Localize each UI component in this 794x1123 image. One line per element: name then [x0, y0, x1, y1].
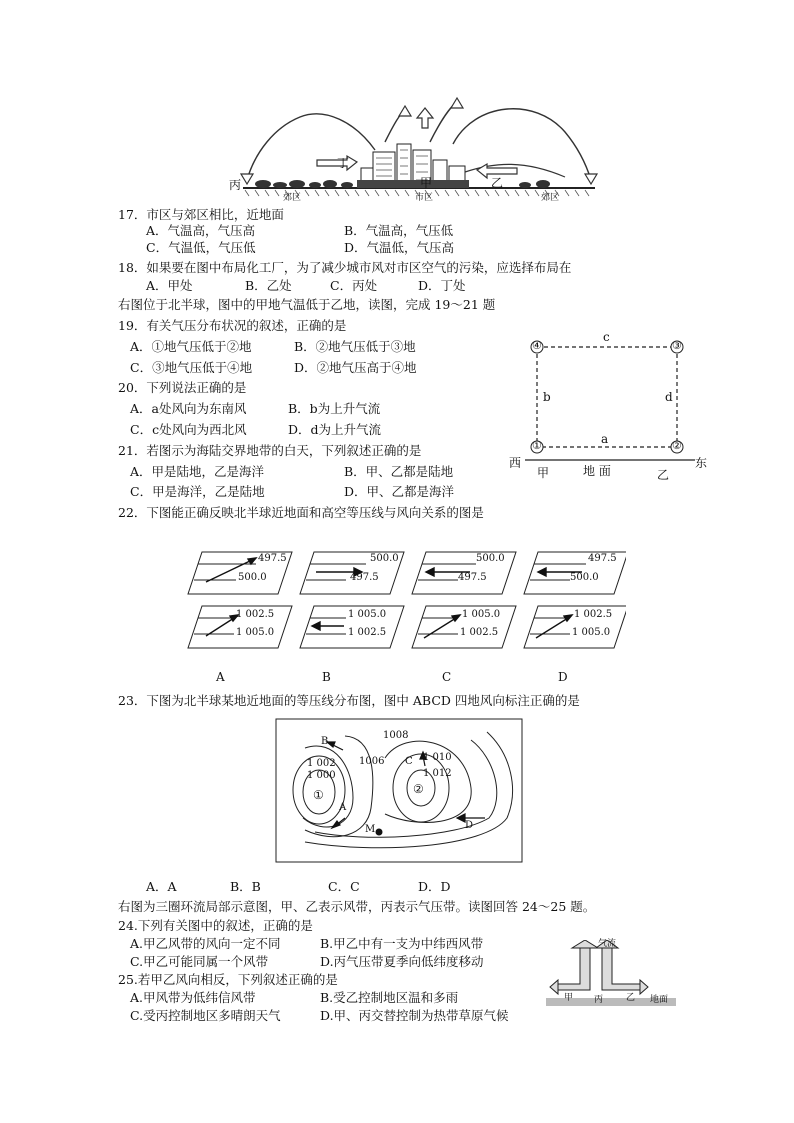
q24-option-b: B.甲乙中有一支为中纬西风带	[320, 936, 484, 951]
label-bing: 丙	[229, 178, 242, 192]
q19-option-d: D．②地气压高于④地	[294, 360, 417, 375]
q20-option-a: A．a处风向为东南风	[130, 401, 247, 416]
panel-c-top-hi: 500.0	[476, 553, 505, 564]
label-airflow: 气流	[598, 939, 617, 949]
q18-option-c: C．丙处	[330, 278, 378, 293]
q21-option-c: C．甲是海洋，乙是陆地	[130, 484, 265, 499]
isobar-map-figure	[275, 718, 523, 863]
q24-option-d: D.丙气压带夏季向低纬度移动	[320, 954, 484, 969]
q22-stem: 22．下图能正确反映北半球近地面和高空等压线与风向关系的图是	[118, 505, 484, 520]
q19-option-b: B．②地气压低于③地	[294, 339, 416, 354]
q20-option-d: D．d为上升气流	[288, 422, 382, 437]
label-ground: 地 面	[583, 464, 611, 478]
q19-option-a: A．①地气压低于②地	[130, 339, 252, 354]
q19-option-c: C．③地气压低于④地	[130, 360, 253, 375]
urban-circulation-diagram	[225, 92, 605, 204]
q24-option-a: A.甲乙风带的风向一定不同	[130, 936, 281, 951]
q21-option-d: D．甲、乙都是海洋	[344, 484, 455, 499]
label-east: 东	[695, 456, 708, 470]
label-yi: 乙	[491, 176, 504, 190]
label-b: b	[543, 390, 551, 404]
q23-option-d: D．D	[418, 879, 451, 894]
label-ground: 地面	[650, 995, 669, 1005]
panel-a-bot-lo: 1 005.0	[236, 627, 275, 638]
panel-a-top-hi: 497.5	[258, 553, 287, 564]
q20-option-c: C．c处风向为西北风	[130, 422, 247, 437]
q23-option-b: B．B	[230, 879, 261, 894]
panel-b-letter: B	[322, 670, 331, 684]
q24-option-c: C.甲乙可能同属一个风带	[130, 954, 269, 969]
panel-c-top-lo: 497.5	[458, 572, 487, 583]
isobar-1008: 1008	[383, 730, 409, 741]
isobar-1006: 1006	[359, 756, 385, 767]
label-c: c	[603, 330, 610, 344]
point-2: ②	[672, 439, 682, 452]
q18-option-d: D．丁处	[418, 278, 466, 293]
q23-option-c: C．C	[328, 879, 360, 894]
label-d: d	[665, 390, 673, 404]
panel-b-bot-hi: 1 005.0	[348, 609, 387, 620]
panel-b-top-lo: 497.5	[350, 572, 379, 583]
panel-c-letter: C	[442, 670, 452, 684]
q18-stem: 18．如果要在图中布局化工厂，为了减少城市风对市区空气的污染，应选择布局在	[118, 260, 572, 275]
panel-d-bot-lo: 1 005.0	[572, 627, 611, 638]
label-jia: 甲	[537, 466, 550, 480]
thermal-circulation-diagram	[505, 330, 715, 480]
thermal-circulation-figure	[505, 330, 715, 480]
q17-option-d: D．气温低，气压高	[344, 240, 455, 255]
point-b: B	[321, 736, 329, 747]
center-2: ②	[413, 782, 424, 796]
three-cell-figure	[544, 940, 680, 1010]
panel-b-top-hi: 500.0	[370, 553, 399, 564]
intro-19-21: 右图位于北半球，图中的甲地气温低于乙地，读图，完成 19～21 题	[118, 297, 496, 312]
label-jia: 甲	[420, 176, 433, 190]
panel-d-letter: D	[558, 670, 568, 684]
q23-stem: 23．下图为北半球某地近地面的等压线分布图，图中 ABCD 四地风向标注正确的是	[118, 693, 580, 708]
panel-c-bot-hi: 1 005.0	[462, 609, 501, 620]
q25-option-b: B.受乙控制地区温和多雨	[320, 990, 459, 1005]
q18-option-a: A．甲处	[146, 278, 193, 293]
panel-d-top-hi: 497.5	[588, 553, 617, 564]
q17-option-b: B．气温高，气压低	[344, 223, 454, 238]
label-ding: 丁	[337, 156, 350, 170]
q17-stem: 17．市区与郊区相比，近地面	[118, 207, 284, 222]
panel-d-bot-hi: 1 002.5	[574, 609, 613, 620]
q24-stem: 24.下列有关图中的叙述，正确的是	[118, 918, 313, 933]
label-suburb-right: 郊区	[541, 193, 560, 203]
isobar-panels-figure	[186, 548, 626, 688]
point-m: M	[365, 824, 376, 835]
panel-d-top-lo: 500.0	[570, 572, 599, 583]
point-c: C	[405, 756, 413, 767]
label-yi: 乙	[657, 468, 670, 482]
isobar-1002: 1 002	[307, 758, 336, 769]
isobar-1010: 1 010	[423, 752, 452, 763]
point-d: D	[465, 820, 474, 831]
q21-option-b: B．甲、乙都是陆地	[344, 464, 454, 479]
point-3: ③	[672, 339, 682, 352]
label-west: 西	[509, 456, 522, 470]
isobar-1012: 1 012	[423, 768, 452, 779]
q21-stem: 21．若图示为海陆交界地带的白天，下列叙述正确的是	[118, 443, 422, 458]
q20-option-b: B．b为上升气流	[288, 401, 381, 416]
q18-option-b: B．乙处	[245, 278, 292, 293]
label-city: 市区	[415, 193, 434, 203]
panel-a-top-lo: 500.0	[238, 572, 267, 583]
q19-stem: 19．有关气压分布状况的叙述，正确的是	[118, 318, 347, 333]
q25-option-c: C.受丙控制地区多晴朗天气	[130, 1008, 281, 1023]
urban-circulation-figure	[225, 92, 605, 204]
panel-c-bot-lo: 1 002.5	[460, 627, 499, 638]
q25-stem: 25.若甲乙风向相反，下列叙述正确的是	[118, 972, 338, 987]
q23-option-a: A．A	[146, 879, 177, 894]
point-1: ①	[532, 439, 542, 452]
point-a: A	[339, 802, 347, 813]
q25-option-a: A.甲风带为低纬信风带	[130, 990, 256, 1005]
label-bing: 丙	[594, 995, 604, 1005]
center-1: ①	[313, 788, 324, 802]
panel-a-bot-hi: 1 002.5	[236, 609, 275, 620]
panel-b-bot-lo: 1 002.5	[348, 627, 387, 638]
label-yi: 乙	[626, 993, 636, 1003]
isobar-1000: 1 000	[307, 770, 336, 781]
panel-a-letter: A	[216, 670, 225, 684]
q21-option-a: A．甲是陆地，乙是海洋	[130, 464, 265, 479]
label-suburb-left: 郊区	[283, 193, 302, 203]
q20-stem: 20．下列说法正确的是	[118, 380, 247, 395]
label-a: a	[601, 432, 609, 446]
q17-option-a: A．气温高，气压高	[146, 223, 256, 238]
label-jia: 甲	[564, 993, 574, 1003]
intro-24-25: 右图为三圈环流局部示意图，甲、乙表示风带，丙表示气压带。读图回答 24～25 题。	[118, 899, 596, 914]
q17-option-c: C．气温低，气压低	[146, 240, 256, 255]
point-4: ④	[532, 339, 542, 352]
q25-option-d: D.甲、丙交替控制为热带草原气候	[320, 1008, 509, 1023]
